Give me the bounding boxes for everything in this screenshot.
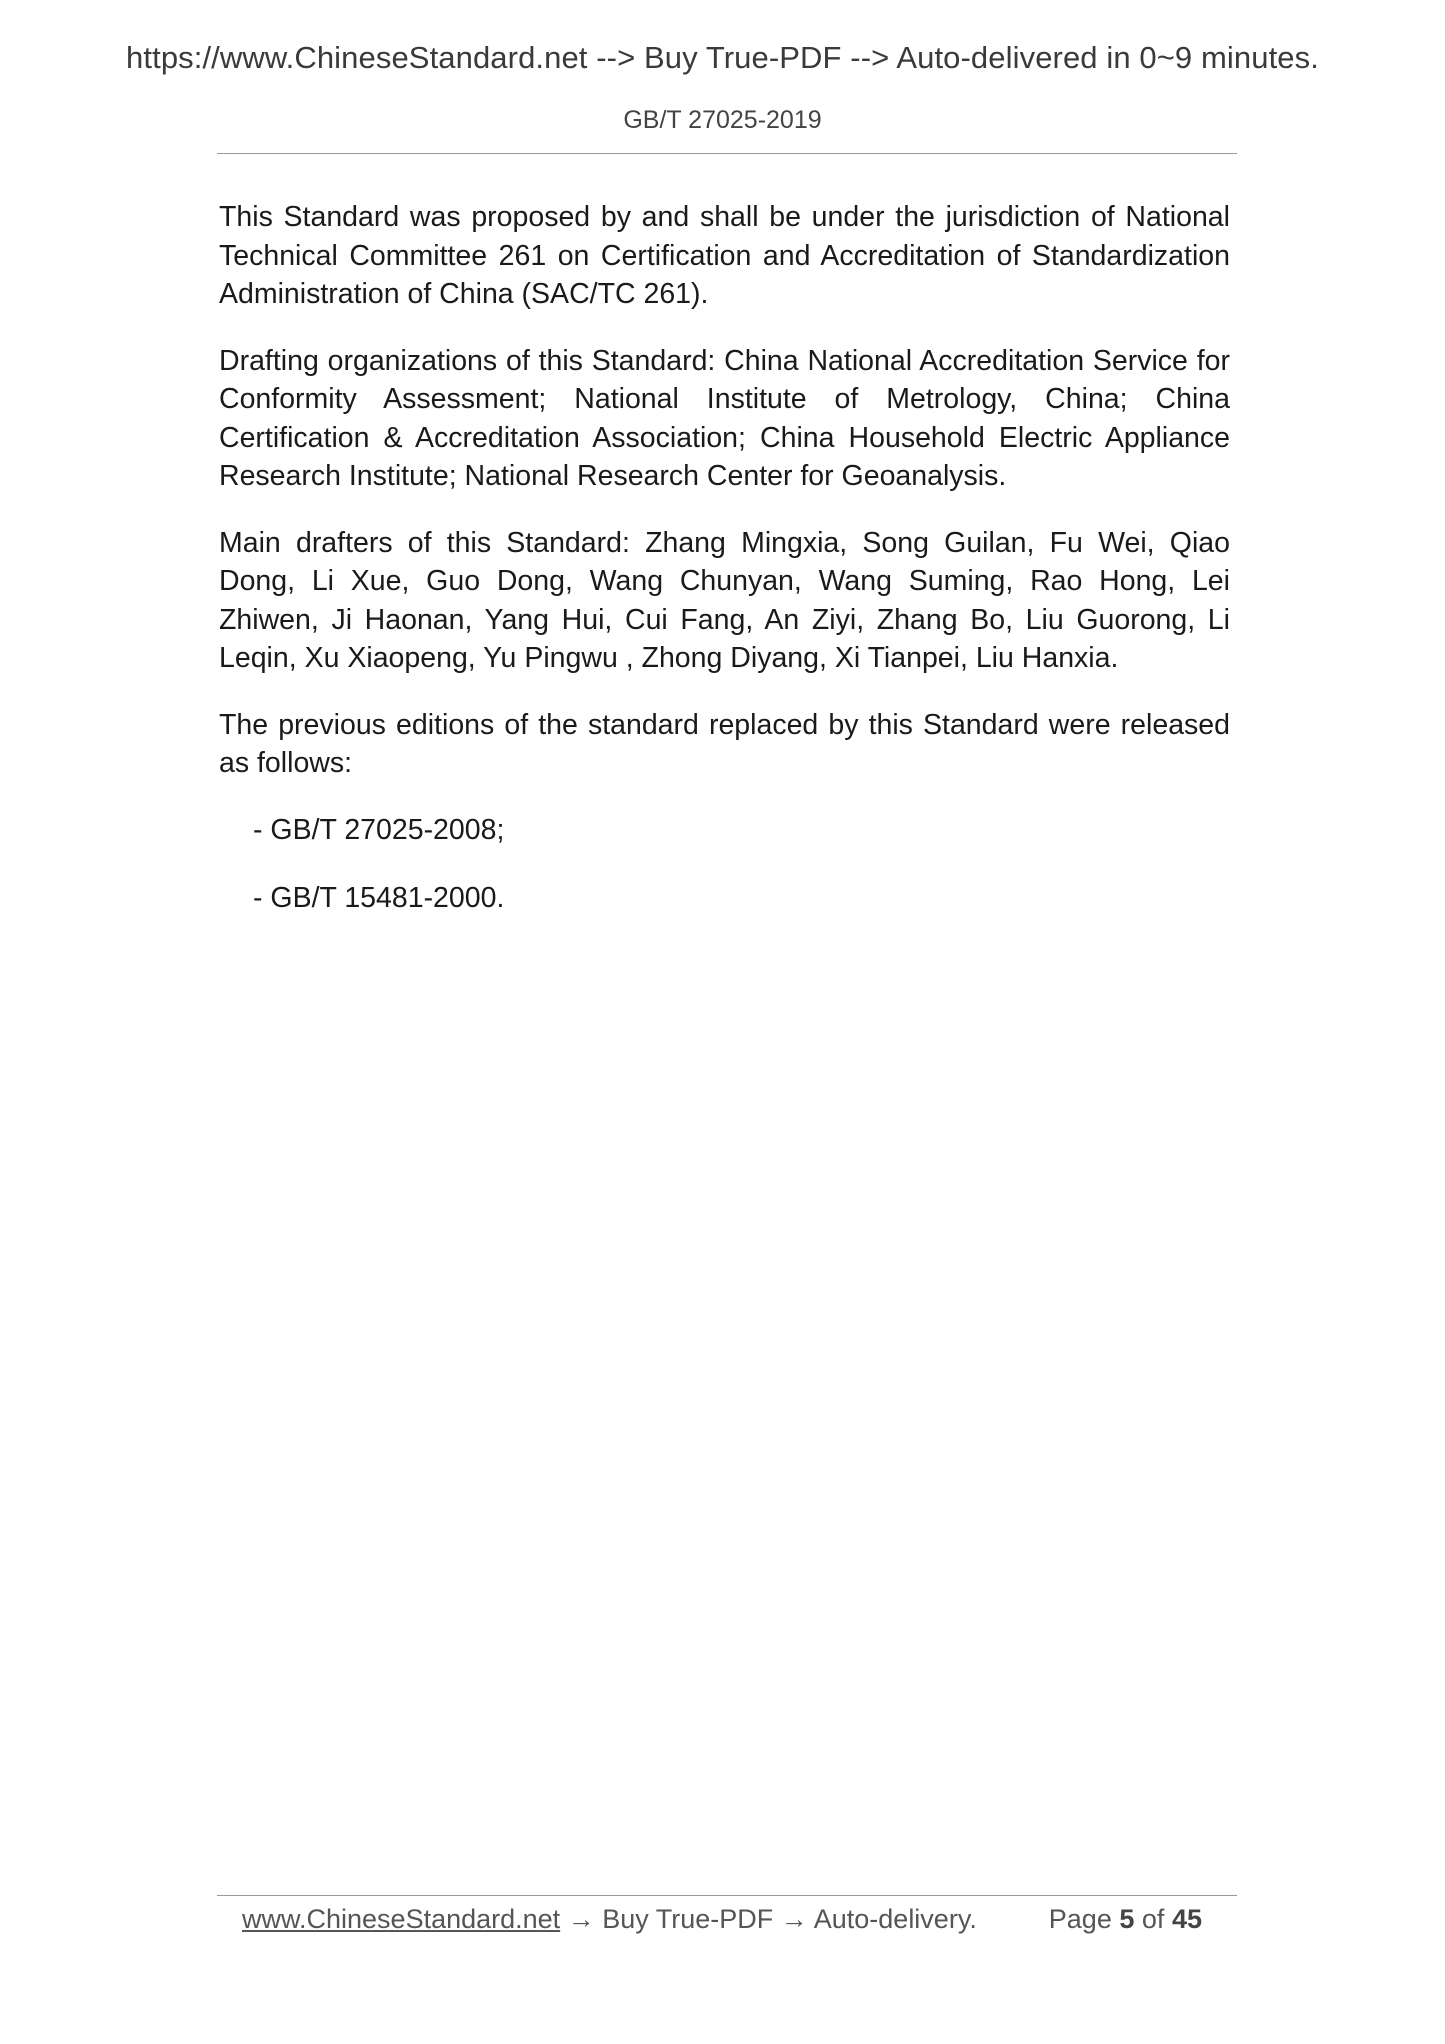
paragraph-previous-editions: The previous editions of the standard replaced by this Standard were released as follows: — [219, 708, 1230, 779]
edition-item: - GB/T 27025-2008; — [253, 813, 505, 846]
header-divider — [217, 153, 1237, 154]
page-footer — [242, 1900, 1202, 1938]
paragraph-jurisdiction: This Standard was proposed by and shall be under the jurisdiction of National Technical Committee 261 on Certification and Accreditation of Standardization Administration of China (SAC/TC 261). — [219, 201, 1230, 310]
footer-tagline: → Buy True-PDF → Auto-delivery. — [560, 1904, 977, 1934]
paragraph-main-drafters: Main drafters of this Standard: Zhang Mingxia, Song Guilan, Fu Wei, Qiao Dong, Li Xue, Guo Dong, Wang Chunyan, Wang Suming, Rao Hong, Lei Zhiwen, Ji Haonan, Yang Hui, Cui Fang, An Ziyi, Zhang Bo, Liu Guorong, Li Leqin, Xu Xiaopeng, Yu Pingwu , Zhong Diyang, Xi Tianpei, Liu Hanxia. — [219, 526, 1230, 674]
page-indicator — [1049, 1900, 1202, 1938]
document-body — [219, 198, 1230, 948]
document-id: GB/T 27025-2019 — [623, 106, 822, 134]
edition-item: - GB/T 15481-2000. — [253, 882, 505, 914]
page-total: 45 — [1171, 1904, 1202, 1934]
page-label: Page — [1048, 1904, 1112, 1934]
footer-divider — [217, 1895, 1237, 1896]
top-banner: https://www.ChineseStandard.net --> Buy True-PDF --> Auto-delivered in 0~9 minutes. — [126, 40, 1319, 75]
paragraph-drafting-organizations: Drafting organizations of this Standard: China National Accreditation Service for Conformity Assessment; National Institute of Metrology, China; China Certification & Accreditation Association; China Household Electric Appliance Research Institute; National Research Center for Geoanalysis. — [219, 344, 1230, 492]
footer-site-link[interactable]: www.ChineseStandard.net — [242, 1904, 561, 1934]
of-label: of — [1141, 1904, 1165, 1934]
page-number: 5 — [1119, 1904, 1135, 1934]
